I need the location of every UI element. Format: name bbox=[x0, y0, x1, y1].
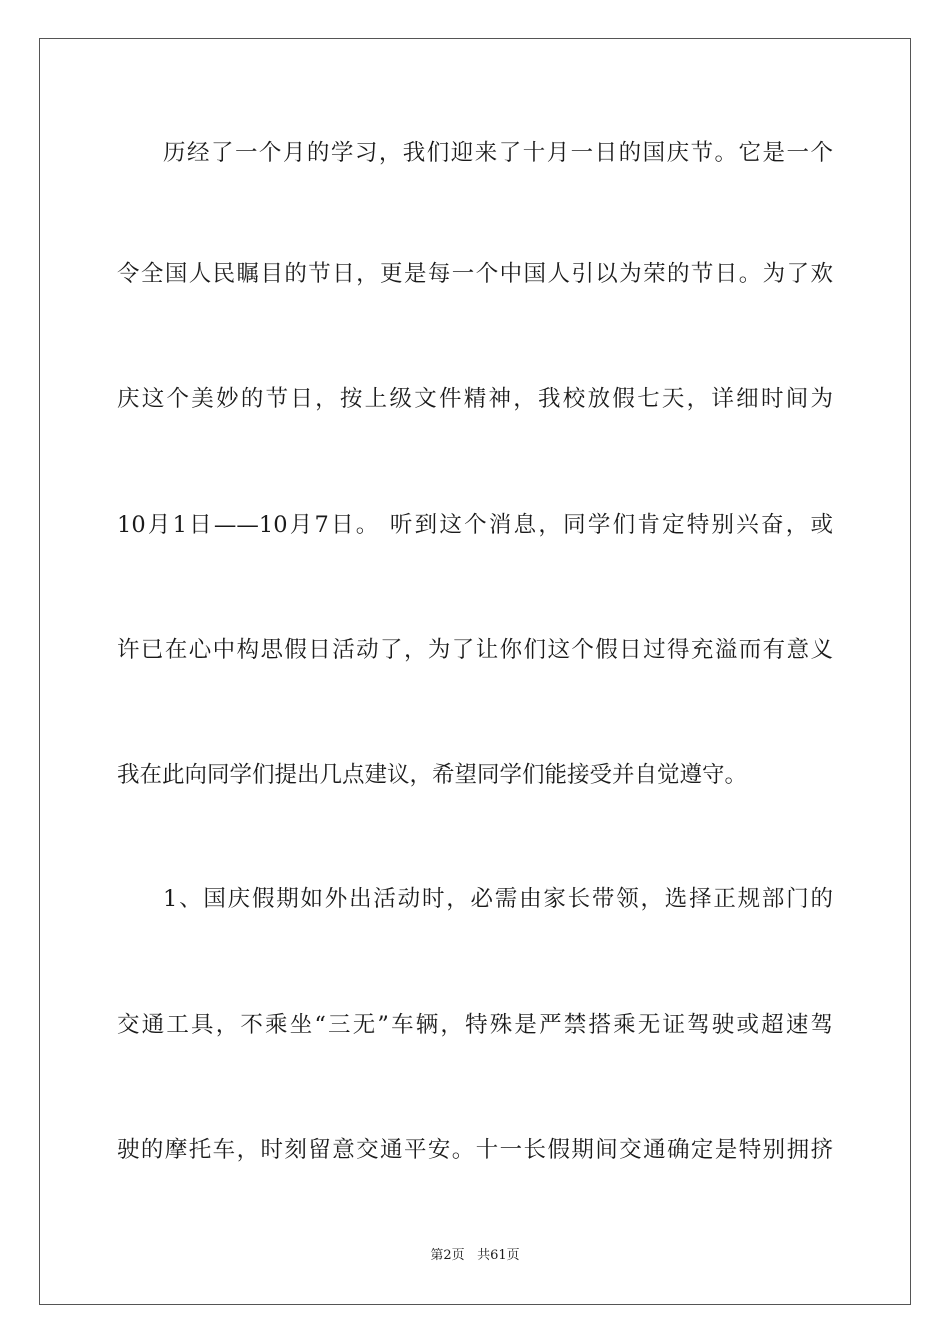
paragraph-line: 历经了一个月的学习，我们迎来了十月一日的国庆节。它是一个 bbox=[163, 140, 833, 166]
page-footer bbox=[0, 1247, 950, 1265]
paragraph-line: 交通工具，不乘坐“三无”车辆，特殊是严禁搭乘无证驾驶或超速驾 bbox=[117, 1012, 833, 1038]
paragraph-line: 许已在心中构思假日活动了，为了让你们这个假日过得充溢而有意义 bbox=[117, 637, 833, 663]
paragraph-line: 我在此向同学们提出几点建议，希望同学们能接受并自觉遵守。 bbox=[117, 762, 748, 788]
page-number: 第2页 bbox=[430, 1248, 465, 1263]
paragraph-line: 10月1日——10月7日。 听到这个消息，同学们肯定特别兴奋，或 bbox=[117, 512, 833, 538]
page-frame bbox=[39, 38, 911, 1305]
paragraph-line: 驶的摩托车，时刻留意交通平安。十一长假期间交通确定是特别拥挤 bbox=[117, 1137, 833, 1163]
page-total: 共61页 bbox=[477, 1248, 520, 1263]
paragraph-line: 庆这个美妙的节日，按上级文件精神，我校放假七天，详细时间为 bbox=[117, 386, 833, 412]
paragraph-line: 1、国庆假期如外出活动时，必需由家长带领，选择正规部门的 bbox=[163, 886, 833, 912]
paragraph-line: 令全国人民瞩目的节日，更是每一个中国人引以为荣的节日。为了欢 bbox=[117, 261, 833, 287]
